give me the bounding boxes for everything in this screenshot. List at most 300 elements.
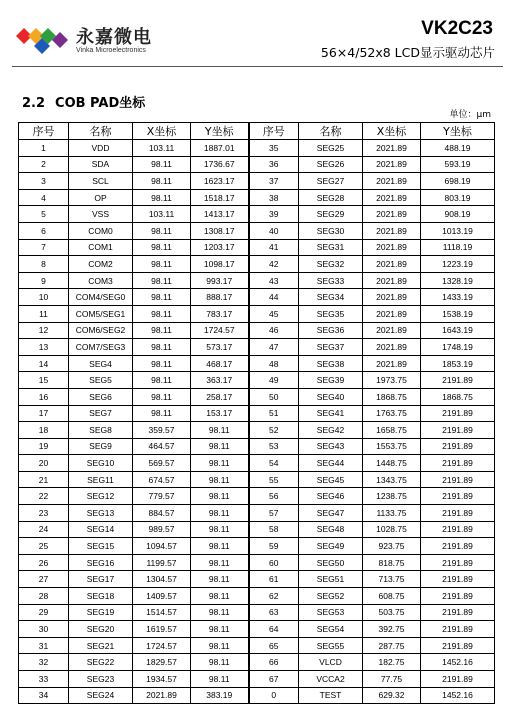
pad-name-cell: VDD	[69, 140, 133, 157]
pad-name-cell: SEG6	[69, 388, 133, 405]
pad-index-cell: 11	[19, 305, 69, 322]
x-coordinate-cell: 1514.57	[133, 604, 191, 621]
x-coordinate-cell: 2021.89	[363, 322, 421, 339]
y-coordinate-cell: 98.11	[191, 455, 249, 472]
x-coordinate-cell: 98.11	[133, 305, 191, 322]
pad-index-cell: 1	[19, 140, 69, 157]
y-coordinate-cell: 783.17	[191, 305, 249, 322]
document-subtitle: 56×4/52x8 LCD显示驱动芯片	[320, 45, 495, 60]
x-coordinate-cell: 1343.75	[363, 471, 421, 488]
y-coordinate-cell: 573.17	[191, 339, 249, 356]
pad-index-cell: 50	[249, 388, 299, 405]
y-coordinate-cell: 2191.89	[421, 604, 495, 621]
pad-index-cell: 29	[19, 604, 69, 621]
pad-name-cell: SEG48	[299, 521, 363, 538]
x-coordinate-cell: 287.75	[363, 637, 421, 654]
pad-name-cell: SEG43	[299, 438, 363, 455]
pad-index-cell: 48	[249, 355, 299, 372]
x-coordinate-cell: 98.11	[133, 189, 191, 206]
y-coordinate-cell: 1724.57	[191, 322, 249, 339]
x-coordinate-cell: 2021.89	[363, 355, 421, 372]
table-row	[19, 637, 495, 654]
pad-index-cell: 21	[19, 471, 69, 488]
table-row	[19, 206, 495, 223]
pad-name-cell: SEG20	[69, 621, 133, 638]
y-coordinate-cell: 2191.89	[421, 422, 495, 439]
pad-name-cell: COM7/SEG3	[69, 339, 133, 356]
pad-index-cell: 56	[249, 488, 299, 505]
y-coordinate-cell: 2191.89	[421, 438, 495, 455]
y-coordinate-cell: 98.11	[191, 521, 249, 538]
pad-index-cell: 35	[249, 140, 299, 157]
pad-index-cell: 22	[19, 488, 69, 505]
x-coordinate-cell: 608.75	[363, 588, 421, 605]
x-coordinate-cell: 2021.89	[363, 156, 421, 173]
unit-label: 单位：μm	[449, 110, 491, 120]
x-coordinate-cell: 1763.75	[363, 405, 421, 422]
x-coordinate-cell: 1304.57	[133, 571, 191, 588]
x-coordinate-cell: 2021.89	[363, 339, 421, 356]
y-coordinate-cell: 98.11	[191, 588, 249, 605]
table-row	[19, 222, 495, 239]
pad-index-cell: 26	[19, 554, 69, 571]
x-coordinate-cell: 98.11	[133, 289, 191, 306]
x-coordinate-cell: 392.75	[363, 621, 421, 638]
y-coordinate-cell: 698.19	[421, 173, 495, 190]
pad-name-cell: COM4/SEG0	[69, 289, 133, 306]
table-row	[19, 588, 495, 605]
pad-index-cell: 42	[249, 256, 299, 273]
y-coordinate-cell: 98.11	[191, 671, 249, 688]
pad-index-cell: 23	[19, 505, 69, 522]
pad-index-cell: 19	[19, 438, 69, 455]
pad-name-cell: SCL	[69, 173, 133, 190]
y-coordinate-cell: 1868.75	[421, 388, 495, 405]
pad-name-cell: SEG27	[299, 173, 363, 190]
pad-name-cell: SEG35	[299, 305, 363, 322]
table-row	[19, 305, 495, 322]
pad-name-cell: SEG54	[299, 621, 363, 638]
pad-index-cell: 45	[249, 305, 299, 322]
x-coordinate-cell: 98.11	[133, 156, 191, 173]
x-coordinate-cell: 103.11	[133, 206, 191, 223]
y-coordinate-cell: 2191.89	[421, 471, 495, 488]
x-coordinate-cell: 989.57	[133, 521, 191, 538]
x-coordinate-cell: 98.11	[133, 173, 191, 190]
x-coordinate-cell: 182.75	[363, 654, 421, 671]
pad-index-cell: 57	[249, 505, 299, 522]
y-coordinate-cell: 363.17	[191, 372, 249, 389]
y-coordinate-cell: 98.11	[191, 571, 249, 588]
x-coordinate-cell: 1829.57	[133, 654, 191, 671]
pad-name-cell: SEG52	[299, 588, 363, 605]
table-row	[19, 239, 495, 256]
y-coordinate-cell: 98.11	[191, 422, 249, 439]
pad-name-cell: COM0	[69, 222, 133, 239]
y-coordinate-cell: 803.19	[421, 189, 495, 206]
y-coordinate-cell: 1452.16	[421, 654, 495, 671]
pad-name-cell: SEG4	[69, 355, 133, 372]
pad-name-cell: SEG46	[299, 488, 363, 505]
column-header: 名称	[299, 123, 363, 140]
pad-index-cell: 43	[249, 272, 299, 289]
y-coordinate-cell: 2191.89	[421, 588, 495, 605]
x-coordinate-cell: 98.11	[133, 355, 191, 372]
table-row	[19, 372, 495, 389]
pad-index-cell: 27	[19, 571, 69, 588]
table-row	[19, 571, 495, 588]
y-coordinate-cell: 2191.89	[421, 637, 495, 654]
pad-index-cell: 32	[19, 654, 69, 671]
x-coordinate-cell: 1028.75	[363, 521, 421, 538]
pad-index-cell: 53	[249, 438, 299, 455]
pad-name-cell: COM5/SEG1	[69, 305, 133, 322]
y-coordinate-cell: 2191.89	[421, 621, 495, 638]
pad-index-cell: 18	[19, 422, 69, 439]
pad-index-cell: 36	[249, 156, 299, 173]
pad-name-cell: SEG22	[69, 654, 133, 671]
pad-name-cell: SEG50	[299, 554, 363, 571]
pad-index-cell: 3	[19, 173, 69, 190]
x-coordinate-cell: 1724.57	[133, 637, 191, 654]
x-coordinate-cell: 923.75	[363, 538, 421, 555]
pad-name-cell: SEG29	[299, 206, 363, 223]
y-coordinate-cell: 1518.17	[191, 189, 249, 206]
pad-name-cell: SEG33	[299, 272, 363, 289]
pad-name-cell: SEG36	[299, 322, 363, 339]
x-coordinate-cell: 2021.89	[363, 289, 421, 306]
pad-index-cell: 4	[19, 189, 69, 206]
pad-index-cell: 40	[249, 222, 299, 239]
table-row	[19, 438, 495, 455]
x-coordinate-cell: 569.57	[133, 455, 191, 472]
y-coordinate-cell: 98.11	[191, 604, 249, 621]
column-header: X坐标	[363, 123, 421, 140]
y-coordinate-cell: 1623.17	[191, 173, 249, 190]
y-coordinate-cell: 2191.89	[421, 554, 495, 571]
section-heading	[22, 92, 145, 111]
brand-name-en: Vinka Microelectronics	[76, 47, 146, 54]
y-coordinate-cell: 1433.19	[421, 289, 495, 306]
x-coordinate-cell: 464.57	[133, 438, 191, 455]
table-row	[19, 289, 495, 306]
x-coordinate-cell: 2021.89	[363, 206, 421, 223]
table-row	[19, 554, 495, 571]
pad-name-cell: SEG5	[69, 372, 133, 389]
x-coordinate-cell: 359.57	[133, 422, 191, 439]
x-coordinate-cell: 1619.57	[133, 621, 191, 638]
table-header-row	[19, 123, 495, 140]
x-coordinate-cell: 98.11	[133, 239, 191, 256]
pad-index-cell: 7	[19, 239, 69, 256]
column-header: X坐标	[133, 123, 191, 140]
pad-name-cell: SEG18	[69, 588, 133, 605]
pad-index-cell: 58	[249, 521, 299, 538]
pad-index-cell: 12	[19, 322, 69, 339]
pad-index-cell: 5	[19, 206, 69, 223]
pad-index-cell: 38	[249, 189, 299, 206]
pad-index-cell: 46	[249, 322, 299, 339]
y-coordinate-cell: 488.19	[421, 140, 495, 157]
pad-index-cell: 31	[19, 637, 69, 654]
table-row	[19, 156, 495, 173]
table-row	[19, 538, 495, 555]
pad-index-cell: 62	[249, 588, 299, 605]
pad-index-cell: 24	[19, 521, 69, 538]
x-coordinate-cell: 77.75	[363, 671, 421, 688]
x-coordinate-cell: 1973.75	[363, 372, 421, 389]
pad-index-cell: 54	[249, 455, 299, 472]
pad-index-cell: 13	[19, 339, 69, 356]
pad-index-cell: 30	[19, 621, 69, 638]
y-coordinate-cell: 1098.17	[191, 256, 249, 273]
x-coordinate-cell: 2021.89	[363, 222, 421, 239]
y-coordinate-cell: 98.11	[191, 637, 249, 654]
y-coordinate-cell: 2191.89	[421, 455, 495, 472]
pad-index-cell: 47	[249, 339, 299, 356]
x-coordinate-cell: 98.11	[133, 256, 191, 273]
table-row	[19, 140, 495, 157]
column-header: Y坐标	[421, 123, 495, 140]
y-coordinate-cell: 153.17	[191, 405, 249, 422]
table-row	[19, 405, 495, 422]
pad-index-cell: 25	[19, 538, 69, 555]
y-coordinate-cell: 2191.89	[421, 521, 495, 538]
section-title: COB PAD坐标	[55, 96, 146, 111]
y-coordinate-cell: 98.11	[191, 438, 249, 455]
y-coordinate-cell: 98.11	[191, 505, 249, 522]
pad-name-cell: SEG28	[299, 189, 363, 206]
y-coordinate-cell: 993.17	[191, 272, 249, 289]
pad-name-cell: SEG40	[299, 388, 363, 405]
x-coordinate-cell: 98.11	[133, 405, 191, 422]
y-coordinate-cell: 468.17	[191, 355, 249, 372]
pad-index-cell: 10	[19, 289, 69, 306]
table-row	[19, 621, 495, 638]
pad-index-cell: 33	[19, 671, 69, 688]
x-coordinate-cell: 98.11	[133, 272, 191, 289]
x-coordinate-cell: 1553.75	[363, 438, 421, 455]
pad-name-cell: SEG14	[69, 521, 133, 538]
y-coordinate-cell: 2191.89	[421, 405, 495, 422]
x-coordinate-cell: 1409.57	[133, 588, 191, 605]
x-coordinate-cell: 98.11	[133, 322, 191, 339]
x-coordinate-cell: 503.75	[363, 604, 421, 621]
pad-name-cell: SEG19	[69, 604, 133, 621]
pad-name-cell: SEG45	[299, 471, 363, 488]
y-coordinate-cell: 98.11	[191, 654, 249, 671]
pad-index-cell: 52	[249, 422, 299, 439]
pad-name-cell: SEG12	[69, 488, 133, 505]
table-row	[19, 256, 495, 273]
y-coordinate-cell: 593.19	[421, 156, 495, 173]
brand-name-cn: 永嘉微电	[76, 27, 152, 48]
pad-index-cell: 34	[19, 687, 69, 704]
pad-name-cell: COM2	[69, 256, 133, 273]
pad-name-cell: VSS	[69, 206, 133, 223]
y-coordinate-cell: 98.11	[191, 554, 249, 571]
y-coordinate-cell: 888.17	[191, 289, 249, 306]
pad-index-cell: 15	[19, 372, 69, 389]
pad-name-cell: SEG39	[299, 372, 363, 389]
pad-name-cell: SEG23	[69, 671, 133, 688]
x-coordinate-cell: 2021.89	[363, 239, 421, 256]
pad-name-cell: SEG9	[69, 438, 133, 455]
table-row	[19, 422, 495, 439]
y-coordinate-cell: 98.11	[191, 621, 249, 638]
section-number: 2.2	[22, 96, 46, 111]
pad-name-cell: SEG31	[299, 239, 363, 256]
pad-index-cell: 63	[249, 604, 299, 621]
table-row	[19, 455, 495, 472]
pad-index-cell: 2	[19, 156, 69, 173]
x-coordinate-cell: 2021.89	[363, 189, 421, 206]
pad-index-cell: 14	[19, 355, 69, 372]
pad-name-cell: SEG42	[299, 422, 363, 439]
x-coordinate-cell: 98.11	[133, 222, 191, 239]
x-coordinate-cell: 1448.75	[363, 455, 421, 472]
pad-name-cell: SEG41	[299, 405, 363, 422]
company-logo	[14, 22, 164, 62]
pad-name-cell: SEG16	[69, 554, 133, 571]
y-coordinate-cell: 2191.89	[421, 571, 495, 588]
diamond-logo-icon	[14, 26, 72, 56]
pad-name-cell: VLCD	[299, 654, 363, 671]
pad-index-cell: 67	[249, 671, 299, 688]
x-coordinate-cell: 98.11	[133, 372, 191, 389]
table-row	[19, 488, 495, 505]
pad-name-cell: SEG49	[299, 538, 363, 555]
pad-index-cell: 8	[19, 256, 69, 273]
table-body	[19, 140, 495, 704]
y-coordinate-cell: 1853.19	[421, 355, 495, 372]
table-row	[19, 654, 495, 671]
pad-name-cell: COM1	[69, 239, 133, 256]
x-coordinate-cell: 103.11	[133, 140, 191, 157]
table-row	[19, 604, 495, 621]
pad-name-cell: SEG8	[69, 422, 133, 439]
table-row	[19, 671, 495, 688]
pad-name-cell: SDA	[69, 156, 133, 173]
pad-coordinate-table	[18, 122, 495, 704]
pad-index-cell: 9	[19, 272, 69, 289]
pad-index-cell: 51	[249, 405, 299, 422]
pad-index-cell: 17	[19, 405, 69, 422]
x-coordinate-cell: 2021.89	[363, 305, 421, 322]
column-header: 序号	[249, 123, 299, 140]
pad-index-cell: 55	[249, 471, 299, 488]
pad-index-cell: 59	[249, 538, 299, 555]
pad-index-cell: 49	[249, 372, 299, 389]
x-coordinate-cell: 1238.75	[363, 488, 421, 505]
y-coordinate-cell: 1748.19	[421, 339, 495, 356]
y-coordinate-cell: 908.19	[421, 206, 495, 223]
x-coordinate-cell: 2021.89	[133, 687, 191, 704]
x-coordinate-cell: 2021.89	[363, 272, 421, 289]
pad-index-cell: 65	[249, 637, 299, 654]
y-coordinate-cell: 1328.19	[421, 272, 495, 289]
pad-name-cell: COM3	[69, 272, 133, 289]
y-coordinate-cell: 1118.19	[421, 239, 495, 256]
part-number: VK2C23	[421, 18, 493, 39]
pad-index-cell: 64	[249, 621, 299, 638]
column-header: Y坐标	[191, 123, 249, 140]
header-divider	[12, 66, 503, 67]
pad-index-cell: 37	[249, 173, 299, 190]
y-coordinate-cell: 258.17	[191, 388, 249, 405]
pad-name-cell: SEG30	[299, 222, 363, 239]
y-coordinate-cell: 1013.19	[421, 222, 495, 239]
pad-name-cell: SEG37	[299, 339, 363, 356]
pad-index-cell: 0	[249, 687, 299, 704]
x-coordinate-cell: 884.57	[133, 505, 191, 522]
table-row	[19, 505, 495, 522]
pad-index-cell: 6	[19, 222, 69, 239]
table-row	[19, 339, 495, 356]
pad-name-cell: SEG53	[299, 604, 363, 621]
x-coordinate-cell: 779.57	[133, 488, 191, 505]
column-header: 名称	[69, 123, 133, 140]
column-header: 序号	[19, 123, 69, 140]
x-coordinate-cell: 674.57	[133, 471, 191, 488]
x-coordinate-cell: 629.32	[363, 687, 421, 704]
pad-name-cell: SEG44	[299, 455, 363, 472]
x-coordinate-cell: 98.11	[133, 339, 191, 356]
x-coordinate-cell: 1094.57	[133, 538, 191, 555]
y-coordinate-cell: 98.11	[191, 488, 249, 505]
y-coordinate-cell: 2191.89	[421, 671, 495, 688]
pad-name-cell: SEG38	[299, 355, 363, 372]
x-coordinate-cell: 2021.89	[363, 256, 421, 273]
y-coordinate-cell: 98.11	[191, 538, 249, 555]
x-coordinate-cell: 2021.89	[363, 173, 421, 190]
pad-name-cell: SEG24	[69, 687, 133, 704]
x-coordinate-cell: 713.75	[363, 571, 421, 588]
pad-name-cell: SEG11	[69, 471, 133, 488]
table-row	[19, 322, 495, 339]
table-row	[19, 471, 495, 488]
x-coordinate-cell: 98.11	[133, 388, 191, 405]
pad-name-cell: SEG55	[299, 637, 363, 654]
pad-name-cell: SEG25	[299, 140, 363, 157]
y-coordinate-cell: 2191.89	[421, 505, 495, 522]
pad-index-cell: 20	[19, 455, 69, 472]
x-coordinate-cell: 1658.75	[363, 422, 421, 439]
y-coordinate-cell: 2191.89	[421, 372, 495, 389]
table-row	[19, 388, 495, 405]
pad-name-cell: COM6/SEG2	[69, 322, 133, 339]
x-coordinate-cell: 1934.57	[133, 671, 191, 688]
table-row	[19, 355, 495, 372]
pad-index-cell: 66	[249, 654, 299, 671]
x-coordinate-cell: 1133.75	[363, 505, 421, 522]
y-coordinate-cell: 1452.16	[421, 687, 495, 704]
x-coordinate-cell: 1868.75	[363, 388, 421, 405]
pad-name-cell: OP	[69, 189, 133, 206]
pad-name-cell: SEG10	[69, 455, 133, 472]
pad-name-cell: SEG51	[299, 571, 363, 588]
pad-index-cell: 16	[19, 388, 69, 405]
y-coordinate-cell: 1643.19	[421, 322, 495, 339]
pad-name-cell: VCCA2	[299, 671, 363, 688]
table-row	[19, 189, 495, 206]
y-coordinate-cell: 383.19	[191, 687, 249, 704]
table-row	[19, 687, 495, 704]
pad-name-cell: SEG47	[299, 505, 363, 522]
x-coordinate-cell: 818.75	[363, 554, 421, 571]
y-coordinate-cell: 1413.17	[191, 206, 249, 223]
y-coordinate-cell: 1308.17	[191, 222, 249, 239]
